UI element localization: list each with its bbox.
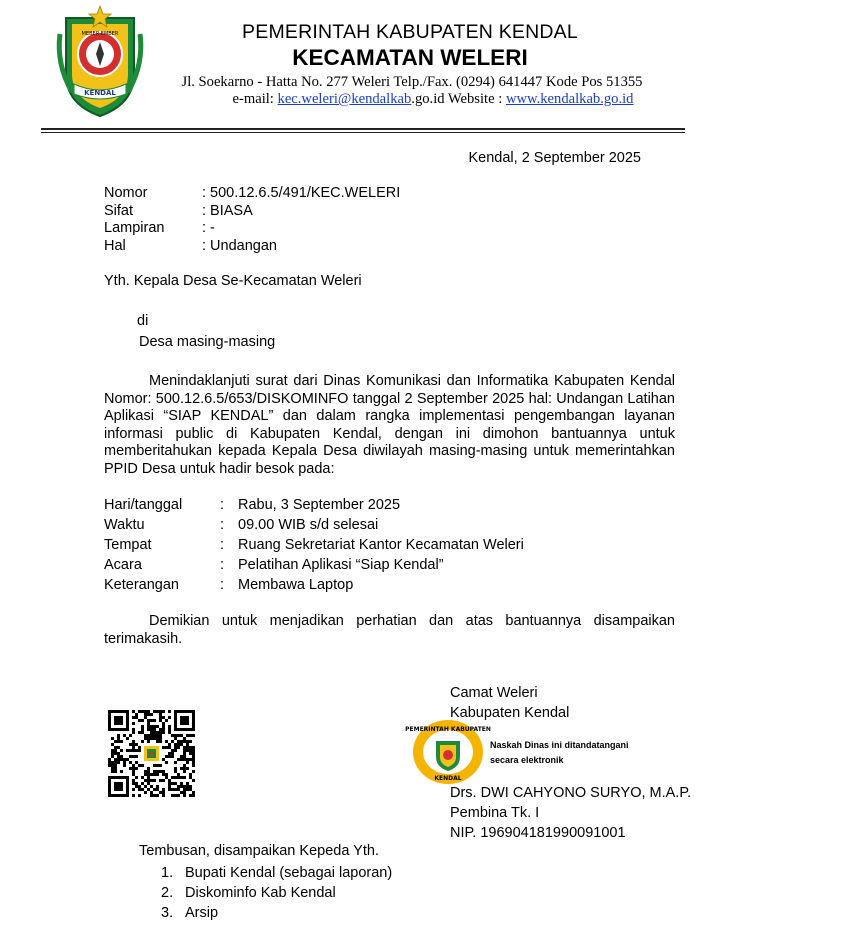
logo-name: KENDAL [84, 89, 116, 97]
meta-value: : BIASA [202, 202, 253, 219]
meta-label: Lampiran [104, 220, 165, 237]
tembusan-heading: Tembusan, disampaikan Kepeda Yth. [139, 843, 379, 859]
event-details [104, 495, 524, 595]
list-number: 1. [161, 865, 174, 881]
email-prefix: e-mail: [232, 91, 278, 107]
detail-value: Rabu, 3 September 2025 [238, 497, 401, 513]
signer-name: Drs. DWI CAHYONO SURYO, M.A.P. [450, 785, 692, 801]
detail-row [104, 535, 524, 555]
meta-value: : 500.12.6.5/491/KEC.WELERI [202, 185, 401, 201]
recipient-place: Desa masing-masing [139, 334, 276, 350]
letterhead-address: Jl. Soekarno - Hatta No. 277 Weleri Telp./Fax. (0294) 641447 Kode Pos 51355 [181, 74, 643, 90]
detail-colon: : [220, 557, 225, 573]
recipient-line: Yth. Kepala Desa Se-Kecamatan Weleri [104, 273, 362, 289]
esign-note [490, 738, 629, 768]
signature-title [450, 683, 569, 723]
esign-line1: Naskah Dinas ini ditandatangani [490, 740, 629, 750]
recipient-di: di [137, 313, 149, 329]
letterhead-contact [0, 91, 866, 108]
logo-motto: MEBER EMBER [81, 31, 119, 37]
list-item [139, 863, 392, 883]
esign-line2: secara elektronik [490, 755, 564, 765]
list-number: 3. [161, 905, 174, 921]
signer-nip: NIP. 196904181990091001 [450, 825, 626, 841]
detail-label: Acara [104, 557, 142, 573]
signature-title-line1: Camat Weleri [450, 685, 538, 701]
signer-rank: Pembina Tk. I [450, 805, 540, 821]
letter-meta [104, 185, 400, 255]
signature-title-line2: Kabupaten Kendal [450, 705, 570, 721]
list-text: Diskominfo Kab Kendal [185, 885, 336, 901]
meta-row [104, 203, 400, 221]
detail-label: Waktu [104, 517, 145, 533]
meta-row [104, 238, 400, 256]
closing-paragraph: Demikian untuk menjadikan perhatian dan atas bantuannya disampaikan terimakasih. [104, 613, 675, 647]
meta-row [104, 220, 400, 238]
list-text: Arsip [185, 905, 219, 921]
detail-row [104, 495, 524, 515]
detail-colon: : [220, 537, 225, 553]
detail-row [104, 515, 524, 535]
body-paragraph: Menindaklanjuti surat dari Dinas Komunikasi dan Informatika Kabupaten Kendal Nomor: 500.12.6.5/653/DISKOMINFO tanggal 2 September 2025 hal: Undangan Latihan Aplikasi “SIAP KENDAL” dan dalam rangka implementasi pengembangan layanan informasi public di Kabupaten Kendal, dengan ini dimohon bantuannya untuk memberitahukan kepada Kepala Desa diwilayah masing-masing untuk memerintahkan PPID Desa untuk hadir besok pada: [104, 373, 675, 477]
email-link[interactable]: kec.weleri@kendalkab [277, 91, 412, 107]
list-number: 2. [161, 885, 174, 901]
meta-value: : - [202, 220, 215, 237]
email-domain: .go.id [411, 91, 445, 107]
website-prefix: Website : [444, 91, 506, 107]
letterhead-rule [41, 128, 685, 130]
detail-label: Hari/tanggal [104, 497, 183, 513]
detail-label: Tempat [104, 537, 152, 553]
detail-colon: : [220, 517, 225, 533]
detail-colon: : [220, 497, 225, 513]
detail-row [104, 555, 524, 575]
meta-row [104, 185, 400, 203]
electronic-seal-icon [405, 719, 491, 785]
tembusan-list [139, 863, 392, 923]
detail-value: Membawa Laptop [238, 577, 354, 593]
list-item [139, 903, 392, 923]
letter-date: Kendal, 2 September 2025 [468, 150, 641, 166]
seal-bottom-text: KENDAL [434, 775, 462, 782]
qr-code [108, 710, 195, 797]
detail-value: Pelatihan Aplikasi “Siap Kendal” [238, 557, 444, 573]
detail-colon: : [220, 577, 225, 593]
letterhead-rule-thin [41, 132, 685, 133]
detail-label: Keterangan [104, 577, 179, 593]
signer-block [450, 783, 691, 843]
meta-label: Sifat [104, 202, 134, 219]
letterhead-office: KECAMATAN WELERI [292, 45, 528, 70]
meta-label: Nomor [104, 185, 148, 201]
detail-row [104, 575, 524, 595]
list-item [139, 883, 392, 903]
meta-label: Hal [104, 237, 126, 254]
website-link[interactable]: www.kendalkab.go.id [505, 91, 634, 107]
detail-value: Ruang Sekretariat Kantor Kecamatan Weleri [238, 537, 524, 553]
list-text: Bupati Kendal (sebagai laporan) [185, 865, 393, 881]
detail-value: 09.00 WIB s/d selesai [238, 517, 379, 533]
seal-text: PEMERINTAH KABUPATEN [405, 726, 491, 733]
letterhead-government: PEMERINTAH KABUPATEN KENDAL [242, 21, 578, 43]
meta-value: : Undangan [202, 237, 277, 254]
